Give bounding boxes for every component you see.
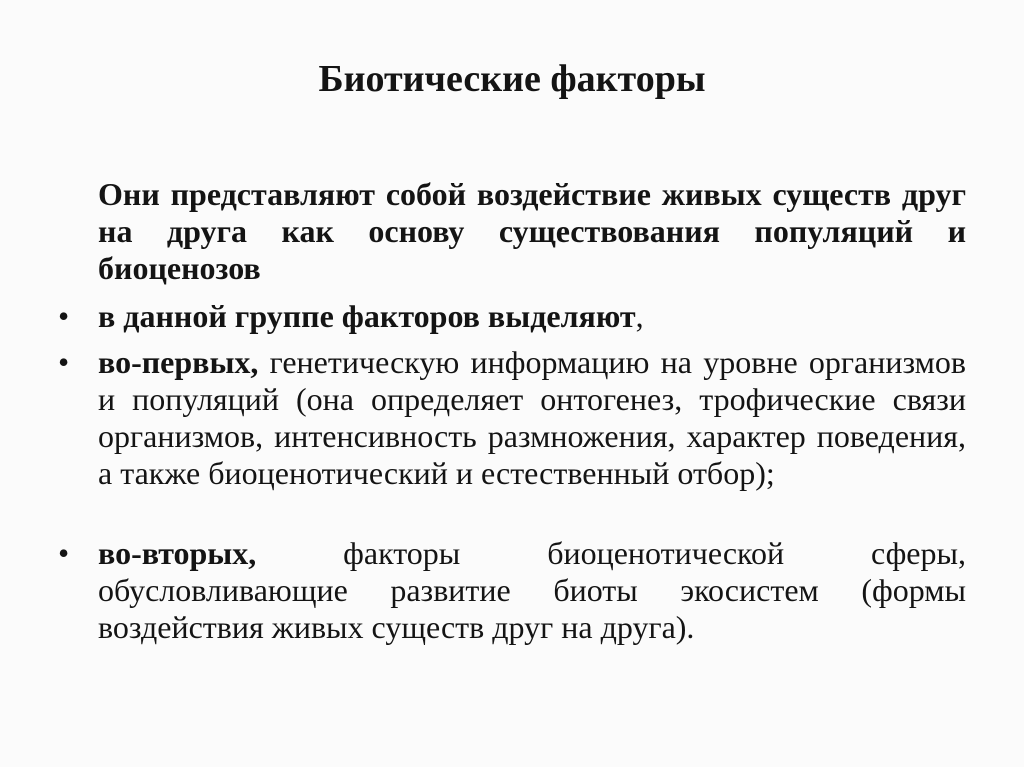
bullet-body: генетическую информацию на уровне организмов и популяций (она определяет онтогенез, трофические связи организмов, интенсивность размножения, характер поведения, а также биоценотический и естественный отбор); [98,344,966,491]
bullet-text [98,344,966,492]
bullet-lead: во-вторых, [98,535,257,571]
bullet-body: факторы биоценотической сферы, обусловливающие развитие биоты экосистем (формы воздействия живых существ друг на друга). [98,535,966,645]
bullet-body: , [635,298,644,334]
slide-title: Биотические факторы [318,58,706,100]
bullet-marker: • [58,298,70,334]
bullet-lead: во-первых, [98,344,259,380]
bullet-text [98,298,966,335]
bullet-marker: • [58,535,70,571]
bullet-marker: • [58,344,70,380]
bullet-text [98,535,966,646]
bullet-lead: в данной группе факторов выделяют [98,298,636,334]
intro-paragraph: Они представляют собой воздействие живых существ друг на друга как основу существования популяций и биоценозов [98,176,966,286]
